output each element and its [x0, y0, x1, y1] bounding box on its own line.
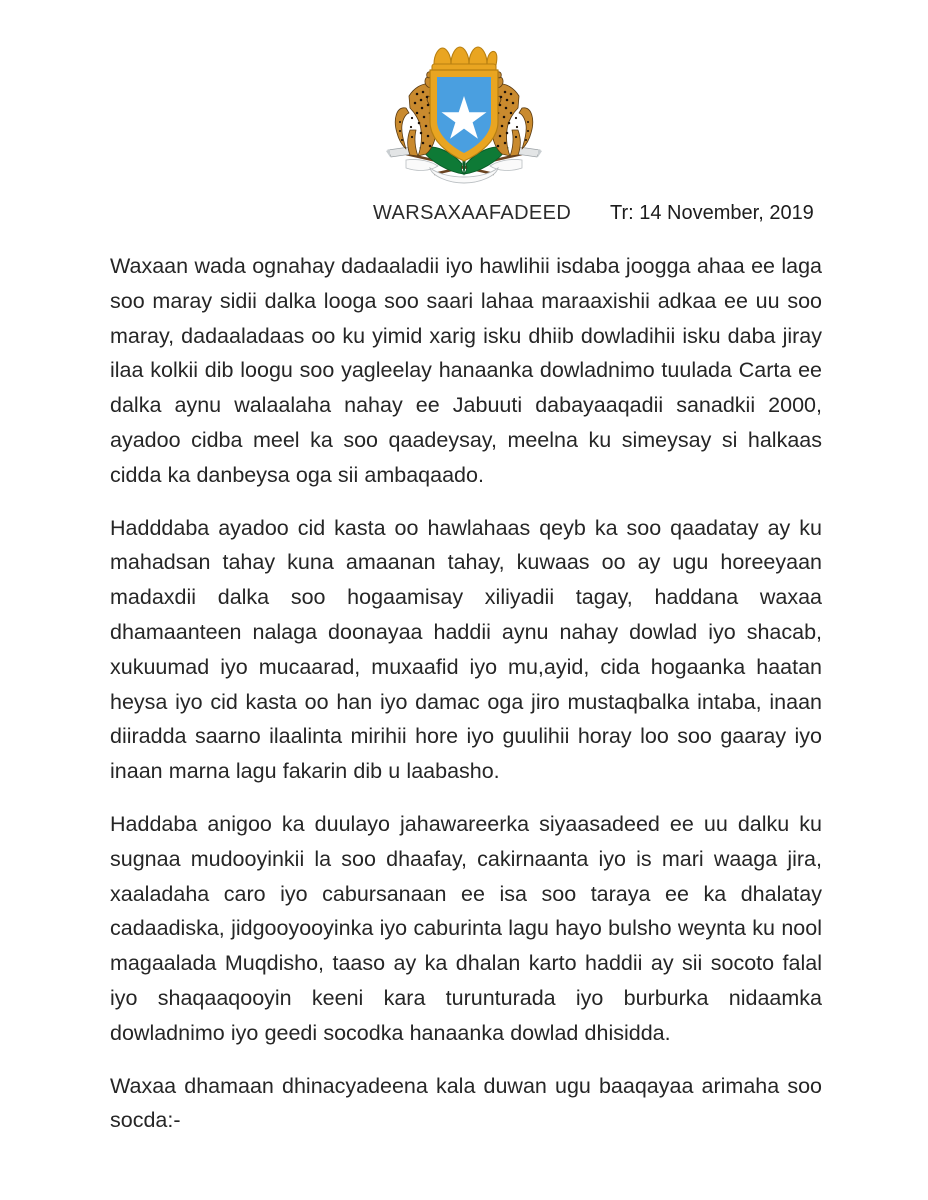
- document-date: Tr: 14 November, 2019: [610, 202, 814, 224]
- body-paragraph-3: Haddaba anigoo ka duulayo jahawareerka siyaasadeed ee uu dalku ku sugnaa mudooyinkii la soo dhaafay, cakirnaanta iyo is mari waaga jira, xaaladaha caro iyo cabursanaan ee isa soo taraya ee ka dhalatay cadaadiska, jidgooyooyinka iyo caburinta lagu hayo bulsho weynta ku nool magaalada Muqdisho, taaso ay ka dhalan karto haddii ay sii socoto falal iyo shaqaaqooyin keeni kara turunturada iyo burburka nidaamka dowladnimo iyo geedi socodka hanaanka dowlad dhisidda.: [110, 811, 822, 1045]
- document-body: [110, 249, 822, 1138]
- document-header: [110, 202, 820, 232]
- body-paragraph-4: Waxaa dhamaan dhinacyadeena kala duwan ugu baaqayaa arimaha soo socda:-: [110, 1073, 822, 1133]
- crown-icon: [432, 47, 497, 73]
- body-paragraph-2: Hadddaba ayadoo cid kasta oo hawlahaas qeyb ka soo qaadatay ay ku mahadsan tahay kuna amaanan tahay, kuwaas oo ay ugu horeeyaan madaxdii dalka soo hogaamisay xiliyadii tagay, haddana waxaa dhamaanteen nalaga doonayaa haddii aynu nahay dowlad iyo shacab, xukuumad iyo mucaarad, muxaafid iyo mu,ayid, cida hogaanka haatan heysa iyo cid kasta oo han iyo damac oga jiro mustaqbalka intaba, inaan diiradda saarno ilaalinta mirihii hore iyo guulihii horay loo soo gaaray iyo inaan marna lagu fakarin dib u laabasho.: [110, 515, 822, 784]
- body-paragraph-1: Waxaan wada ognahay dadaaladii iyo hawlihii isdaba joogga ahaa ee laga soo maray sidii dalka looga soo saari lahaa maraaxishii adkaa ee uu soo maray, dadaaladaas oo ku yimid xarig isku dhiib dowladihii isku daba jiray ilaa kolkii dib loogu soo yagleelay hanaanka dowladnimo tuulada Carta ee dalka aynu walaalaha nahay ee Jabuuti dabayaaqadii sanadkii 2000, ayadoo cidba meel ka soo qaadeysay, meelna ku simeysay si halkaas cidda ka danbeysa oga sii ambaqaado.: [110, 254, 822, 487]
- coat-of-arms-of-somalia-icon: [376, 34, 552, 184]
- document-type-label: WARSAXAAFADEED: [373, 202, 572, 224]
- shield-icon: [430, 70, 498, 161]
- emblem-container: [0, 34, 928, 184]
